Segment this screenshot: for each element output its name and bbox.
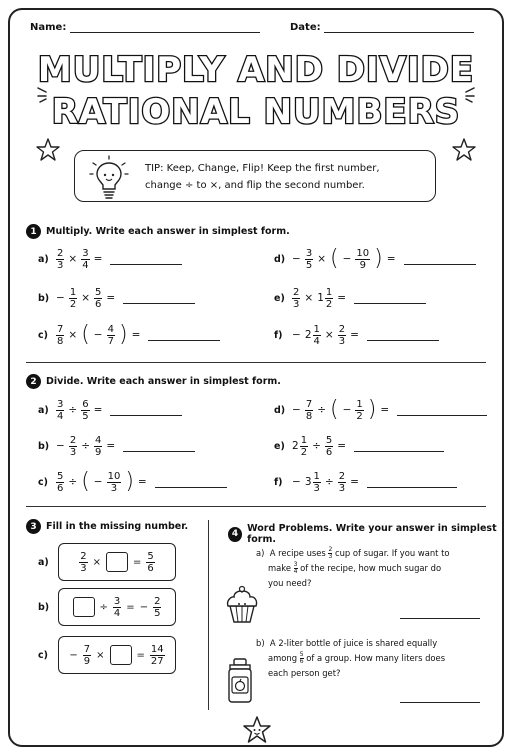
column-divider: [208, 520, 209, 710]
name-label: Name:: [30, 22, 67, 33]
wp-a-text3: make: [268, 563, 291, 573]
fraction: [146, 551, 154, 574]
parenthesis: (: [330, 397, 339, 422]
section1-heading-text: Multiply. Write each answer in simplest form.: [46, 226, 290, 237]
fraction: [292, 287, 300, 310]
whole-number: 2: [292, 440, 299, 452]
tip-line-1: TIP: Keep, Change, Flip! Keep the first number,: [145, 163, 380, 174]
numerator: 3: [57, 398, 64, 410]
expression: [56, 435, 115, 458]
fraction: [94, 287, 102, 310]
answer-line[interactable]: [148, 329, 220, 341]
operator: ×: [317, 253, 326, 265]
wp-b-f1-d: 6: [299, 658, 304, 665]
denominator: 2: [69, 298, 77, 310]
problem-label: d): [274, 404, 286, 416]
denominator: 3: [80, 562, 87, 574]
problem-label: [38, 594, 56, 620]
section-divider: [26, 362, 486, 363]
numerator: 10: [356, 247, 370, 259]
denominator: 4: [57, 410, 64, 422]
problem-label: a): [256, 548, 265, 558]
cupcake-icon: [224, 584, 260, 624]
answer-box[interactable]: [110, 645, 132, 665]
problem-e: [274, 285, 426, 311]
minus-sign: −: [292, 329, 301, 341]
expression: [56, 248, 102, 271]
date-label: Date:: [290, 22, 321, 33]
answer-line-4b[interactable]: [400, 702, 480, 703]
denominator: 4: [313, 335, 320, 347]
problem-c: [38, 322, 220, 348]
fraction: [338, 324, 346, 347]
denominator: 4: [82, 259, 89, 271]
problem-label: a): [38, 253, 49, 265]
answer-line[interactable]: [110, 404, 182, 416]
numerator: 1: [69, 286, 77, 298]
denominator: 5: [305, 259, 313, 271]
denominator: 2: [356, 410, 363, 422]
whole-number: 2: [304, 329, 312, 341]
equals-sign: =: [126, 601, 135, 613]
denominator: 3: [313, 482, 320, 494]
name-field[interactable]: [30, 22, 260, 33]
fraction: [300, 652, 304, 666]
problem-label: b): [38, 292, 50, 304]
sparkle-icon: [36, 84, 56, 104]
operator: ×: [68, 329, 78, 341]
denominator: 3: [338, 335, 346, 347]
answer-line[interactable]: [367, 329, 439, 341]
answer-line[interactable]: [367, 476, 457, 488]
equals-sign: =: [131, 329, 141, 341]
operator: ÷: [324, 476, 334, 488]
answer-line[interactable]: [123, 292, 195, 304]
page-title-line1: MULTIPLY AND DIVIDE: [37, 50, 475, 90]
fill-in-box: [58, 636, 176, 674]
parenthesis: ): [367, 397, 377, 422]
equals-sign: =: [93, 253, 103, 265]
problem-f: [274, 322, 439, 348]
problem-label: a): [38, 404, 49, 416]
wp-a-text4: of the recipe, how much sugar do: [300, 563, 442, 573]
fraction: [325, 435, 333, 458]
numerator: 4: [107, 323, 114, 335]
operator: ×: [81, 292, 90, 304]
fraction: [107, 324, 115, 347]
numerator: 2: [293, 286, 300, 298]
numerator: 5: [57, 470, 64, 482]
numerator: 1: [313, 323, 320, 335]
denominator: 6: [57, 482, 64, 494]
numerator: 7: [83, 643, 91, 655]
problem-label-text: b): [38, 601, 50, 613]
minus-sign: −: [292, 253, 301, 265]
expression: [292, 399, 389, 422]
fraction: [79, 551, 87, 574]
problem-f: [274, 469, 457, 495]
fraction: [81, 399, 89, 422]
wp-a-f2-n: 3: [293, 560, 298, 568]
problem-label-text: a): [38, 556, 49, 568]
expression: [56, 471, 147, 494]
minus-sign: −: [342, 253, 352, 265]
parenthesis: (: [330, 246, 339, 271]
problem-a: [38, 246, 182, 272]
answer-box[interactable]: [73, 597, 95, 617]
fraction: [153, 596, 161, 619]
equals-sign: =: [350, 476, 359, 488]
star-icon: [36, 138, 60, 162]
operator: ÷: [68, 404, 78, 416]
numerator: 5: [325, 434, 333, 446]
equals-sign: =: [133, 556, 142, 568]
sparkle-icon: [458, 84, 478, 104]
operator: ÷: [317, 404, 326, 416]
problem-label: e): [274, 292, 285, 304]
equals-sign: =: [386, 253, 396, 265]
fraction: [107, 471, 122, 494]
fill-in-box: [58, 588, 176, 626]
numerator: 1: [356, 398, 363, 410]
operator: ÷: [68, 476, 78, 488]
problem-label: f): [274, 476, 283, 488]
problem-e: [274, 433, 444, 459]
numerator: 2: [338, 470, 346, 482]
denominator: 3: [338, 482, 346, 494]
denominator: 3: [293, 298, 300, 310]
fraction: [69, 287, 77, 310]
tip-box: [74, 150, 436, 202]
denominator: 9: [83, 655, 91, 667]
operator: ÷: [312, 440, 321, 452]
fraction: [69, 435, 77, 458]
denominator: 2: [325, 298, 333, 310]
fraction: [313, 471, 321, 494]
date-field[interactable]: [290, 22, 474, 33]
problem-c: [38, 469, 227, 495]
section3-heading-text: Fill in the missing number.: [46, 521, 189, 532]
minus-sign: −: [93, 476, 103, 488]
problem-label: [38, 642, 56, 668]
numerator: 2: [57, 247, 64, 259]
fraction: [56, 471, 64, 494]
problem-b: [38, 285, 195, 311]
parenthesis: ): [118, 322, 128, 347]
problem-b: [38, 433, 195, 459]
wp-b-f1-n: 5: [299, 650, 304, 658]
answer-line[interactable]: [404, 253, 476, 265]
problem-label: c): [38, 476, 48, 488]
fraction: [355, 399, 363, 422]
section4-heading-text: Word Problems. Write your answer in simplest form.: [247, 523, 497, 545]
fraction: [305, 399, 313, 422]
numerator: 5: [147, 550, 154, 562]
problem-d: [274, 397, 487, 423]
fraction: [300, 435, 308, 458]
fraction: [150, 644, 165, 667]
denominator: 9: [95, 446, 102, 458]
denominator: 3: [110, 482, 118, 494]
problem-label: [38, 549, 56, 575]
denominator: 7: [107, 335, 114, 347]
numerator: 2: [69, 434, 77, 446]
date-line[interactable]: [324, 23, 474, 33]
answer-line[interactable]: [110, 253, 182, 265]
denominator: 8: [57, 335, 64, 347]
numerator: 3: [305, 247, 313, 259]
numerator: 7: [57, 323, 64, 335]
fraction: [313, 324, 321, 347]
minus-sign: −: [69, 649, 78, 661]
problem-label: e): [274, 440, 285, 452]
denominator: 4: [113, 607, 121, 619]
whole-number: 1: [317, 292, 324, 304]
fraction: [56, 324, 64, 347]
numerator: 5: [95, 286, 102, 298]
section2-number: 2: [26, 374, 41, 389]
equals-sign: =: [106, 440, 116, 452]
numerator: 3: [82, 247, 89, 259]
fraction: [56, 399, 64, 422]
minus-sign: −: [93, 329, 103, 341]
fraction: [338, 471, 346, 494]
operator: ×: [324, 329, 334, 341]
operator: ×: [92, 556, 101, 568]
section2-heading-text: Divide. Write each answer in simplest form.: [46, 376, 281, 387]
operator: ×: [68, 253, 78, 265]
problem-a: [38, 397, 182, 423]
problem-label: b): [256, 638, 265, 648]
equals-sign: =: [380, 404, 390, 416]
minus-sign: −: [56, 292, 65, 304]
fraction: [113, 596, 121, 619]
denominator: 6: [325, 446, 333, 458]
fraction: [294, 562, 298, 576]
parenthesis: (: [81, 469, 90, 494]
wp-b-text1: A 2-liter bottle of juice is shared equally: [269, 638, 438, 648]
equals-sign: =: [106, 292, 116, 304]
minus-sign: −: [292, 476, 301, 488]
denominator: 6: [95, 298, 102, 310]
smiling-star-icon: [243, 716, 271, 744]
section2-heading: [26, 374, 281, 389]
section4-number: 4: [228, 527, 242, 542]
answer-line[interactable]: [155, 476, 227, 488]
expression: [292, 287, 346, 310]
wp-a-f2-d: 4: [293, 568, 298, 575]
parenthesis: ): [374, 246, 383, 271]
parenthesis: ): [125, 469, 134, 494]
numerator: 2: [80, 550, 87, 562]
lightbulb-icon: [89, 155, 129, 201]
equals-sign: =: [350, 329, 359, 341]
word-problem-b: [256, 636, 486, 681]
wp-a-text5: you need?: [268, 578, 312, 588]
tip-text: [145, 160, 425, 194]
section1-number: 1: [26, 224, 41, 239]
denominator: 5: [82, 410, 89, 422]
fraction: [56, 248, 64, 271]
page-title-line2: RATIONAL NUMBERS: [51, 92, 461, 132]
fraction: [305, 248, 313, 271]
expression: [292, 471, 359, 494]
section-divider: [26, 506, 486, 507]
problem-d: [274, 246, 476, 272]
fraction: [83, 644, 91, 667]
numerator: 7: [305, 398, 313, 410]
answer-line[interactable]: [397, 404, 487, 416]
numerator: 1: [300, 434, 308, 446]
name-line[interactable]: [70, 23, 260, 33]
star-icon: [452, 138, 476, 162]
expression: [56, 287, 115, 310]
minus-sign: −: [292, 404, 301, 416]
wp-a-text2: cup of sugar. If you want to: [334, 548, 450, 558]
answer-line[interactable]: [123, 440, 195, 452]
section3-heading: [26, 519, 188, 534]
answer-box[interactable]: [106, 552, 128, 572]
numerator: 1: [313, 470, 320, 482]
expression: [292, 435, 346, 458]
wp-a-f1-n: 2: [328, 545, 333, 553]
denominator: 3: [69, 446, 77, 458]
wp-b-text2: among: [268, 653, 298, 663]
operator: ×: [96, 649, 105, 661]
problem-label: c): [38, 329, 48, 341]
fraction: [325, 287, 333, 310]
denominator: 27: [150, 655, 164, 667]
fraction: [94, 435, 102, 458]
fraction: [355, 248, 370, 271]
wp-a-text1: A recipe uses: [269, 548, 326, 558]
fraction: [81, 248, 89, 271]
equals-sign: =: [137, 476, 147, 488]
operator: ÷: [81, 440, 90, 452]
numerator: 2: [154, 595, 161, 607]
expression: [292, 248, 396, 271]
juice-bottle-icon: [226, 658, 254, 704]
section4-heading: [228, 523, 512, 545]
operator: ÷: [99, 601, 108, 613]
problem-label: f): [274, 329, 283, 341]
parenthesis: (: [81, 322, 90, 347]
expression: [292, 324, 359, 347]
equals-sign: =: [136, 649, 145, 661]
minus-sign: −: [139, 601, 149, 613]
expression: [56, 399, 102, 422]
denominator: 2: [300, 446, 308, 458]
problem-label: d): [274, 253, 286, 265]
equals-sign: =: [337, 440, 347, 452]
answer-line[interactable]: [354, 440, 444, 452]
numerator: 2: [338, 323, 346, 335]
numerator: 4: [95, 434, 102, 446]
wp-b-text3: of a group. How many liters does: [306, 653, 446, 663]
numerator: 1: [325, 286, 333, 298]
numerator: 3: [113, 595, 121, 607]
denominator: 5: [154, 607, 161, 619]
equals-sign: =: [93, 404, 103, 416]
answer-line[interactable]: [354, 292, 426, 304]
denominator: 9: [359, 259, 366, 271]
section1-heading: [26, 224, 290, 239]
minus-sign: −: [342, 404, 352, 416]
expression: [56, 324, 140, 347]
denominator: 6: [147, 562, 154, 574]
denominator: 3: [57, 259, 64, 271]
wp-b-text4: each person get?: [268, 668, 341, 678]
numerator: 6: [82, 398, 89, 410]
answer-line-4a[interactable]: [400, 618, 480, 619]
numerator: 10: [107, 470, 121, 482]
denominator: 8: [305, 410, 313, 422]
tip-line-2: change ÷ to ×, and flip the second number.: [145, 180, 365, 191]
problem-label-text: c): [38, 649, 48, 661]
fraction: [328, 547, 332, 561]
operator: ×: [304, 292, 314, 304]
word-problem-a: [256, 546, 486, 591]
whole-number: 3: [304, 476, 312, 488]
minus-sign: −: [56, 440, 65, 452]
section3-number: 3: [26, 519, 41, 534]
wp-a-f1-d: 3: [328, 553, 333, 560]
fill-in-box: [58, 543, 176, 581]
problem-label: b): [38, 440, 50, 452]
equals-sign: =: [337, 292, 347, 304]
numerator: 14: [150, 643, 164, 655]
